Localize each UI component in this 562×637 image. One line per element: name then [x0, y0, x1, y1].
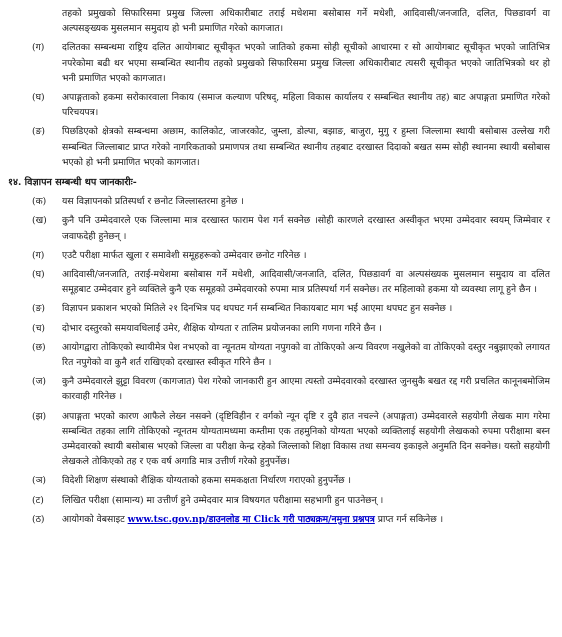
item-marker: (ञ): [32, 475, 46, 487]
item-marker: (ख): [32, 215, 47, 227]
section14-item-cha: [8, 321, 550, 336]
section14-item-chha: [8, 340, 550, 370]
item-text: दोभार दस्तुरको समयावधिलाई उमेर, शैक्षिक योग्यता र तालिम प्रयोजनका लागि गणना गरिने छैन ।: [62, 322, 382, 334]
section13-item-ga: [8, 40, 550, 86]
item-marker: (घ): [32, 92, 45, 104]
item-text: आयोगद्वारा तोकिएको स्थायीमेत्र पेश नभएको वा न्यूनतम योग्यता नपुगको वा तोकिएको अन्य विवरण नखुलेको वा तोकिएको दस्तुर नबुझाएको लगायत रित नपुगेको वा कुनै शर्त राखिएको दरखास्त स्वीकृत गरिने छैन ।: [62, 341, 550, 369]
section14-item-gha: [8, 267, 550, 297]
item-text: दलितका सम्बन्धमा राष्ट्रिय दलित आयोगबाट सूचीकृत भएको जातिको हकमा सोही सूचीको आधारमा र सो आयोगबाट सूचीकृत भएको जातिभित्र नपरेकोमा बढी थर भएमा सम्बन्धित स्थानीय तहको प्रमुखको सिफारिसमा प्रमुख जिल्ला अधिकारीबाट त्यसरी सूचीकृत भएको जातिभित्रको थर हो भनी प्रमाणित भएको कागजात।: [62, 42, 550, 84]
item-marker: (ट): [32, 494, 44, 506]
item-marker: (ङ): [32, 126, 46, 138]
item-marker: (ठ): [32, 513, 45, 525]
section14-item-nga: [8, 301, 550, 316]
section14-item-nya: [8, 473, 550, 488]
item-text-pre: आयोगको वेबसाइट: [62, 513, 128, 525]
item-marker: (झ): [32, 410, 47, 422]
section14-item-ga: [8, 248, 550, 263]
item-text: लिखित परीक्षा (सामान्य) मा उत्तीर्ण हुने उम्मेदवार मात्र विषयगत परीक्षामा सहभागी हुन पाउनेछन् ।: [62, 494, 384, 506]
section14-heading: १४. विज्ञापन सम्बन्धी थप जानकारीः-: [8, 177, 137, 189]
item-text: विदेशी शिक्षण संस्थाको शैक्षिक योग्यताको हकमा समकक्षता निर्धारण गराएको हुनुपर्नेछ ।: [62, 475, 352, 487]
section14-item-ka: [8, 194, 550, 209]
section13-item-gha: [8, 90, 550, 120]
item-text: पिछडिएको क्षेत्रको सम्बन्धमा अछाम, कालिकोट, जाजरकोट, जुम्ला, डोल्पा, बझाङ, बाजुरा, मुगु र हुम्ला जिल्लामा स्थायी बसोबास उल्लेख गरी सम्बन्धित जिल्लाबाट प्राप्त गरेको नागरिकताको प्रमाणपत्र तथा सम्बन्धित स्थानीय तहबाट दरखास्त दिदाको बखत सम्म सोही स्थानमा स्थायी बसोबास भएको हो भनी प्रमाणित भएको कागजात।: [62, 126, 550, 168]
item-marker: (छ): [32, 341, 46, 353]
section14-item-tha: [8, 512, 550, 527]
item-text: अपाङ्गता भएको कारण आफैले लेख्न नसक्ने (दृष्टिविहीन र वर्गको न्यून दृष्टि र दुवै हात नचल्ने (अपाङ्गता) उम्मेदवारले सहयोगी लेखक माग गरेमा सम्बन्धित तहका लागि तोकिएको न्यूनतम योग्यतामध्यमा कम्तीमा एक तहमुनिको योग्यता भएको व्यक्तिलाई सहयोगी लेखकको रुपमा परीक्षामा बस्न उम्मेदवारको स्थायी बसोबास भएको जिल्ला वा परीक्षा केन्द्र रहेको जिल्लाको शिक्षा विकास तथा समन्वय इकाइले अनुमति दिन सक्नेछ। यस्तो सहयोगी लेखकले तोकिएको तह र एक वर्ष अगाडि मात्र उत्तीर्ण गरेको हुनुपर्नेछ।: [62, 410, 550, 468]
item-marker: (क): [32, 196, 47, 208]
item-marker: (ङ): [32, 303, 46, 315]
item-text: विज्ञापन प्रकाशन भएको मितिले २१ दिनभित्र पद थपघट गर्न सम्बन्धित निकायबाट माग भई आएमा थपघट हुन सक्नेछ ।: [62, 303, 453, 315]
item-marker: (ग): [32, 249, 45, 261]
continuation-text: तहको प्रमुखको सिफारिसमा प्रमुख जिल्ला अधिकारीबाट तराई मधेशमा बसोबास गर्ने मधेशी, आदिवासी/जनजाति, दलित, पिछडावर्ग वा अल्पसङ्ख्यक मुसलमान समुदाय हो भनी प्रमाणित गरेको कागजात।: [62, 8, 550, 35]
item-text: कुनै पनि उम्मेदवारले एक जिल्लामा मात्र दरखास्त फाराम पेश गर्न सक्नेछ ।सोही कारणले दरखास्त अस्वीकृत भएमा उम्मेदवार स्वयम् जिम्मेवार र जवाफदेही हुनेछन् ।: [62, 215, 550, 242]
section14-item-ja: [8, 374, 550, 404]
item-text-post: प्राप्त गर्न सकिनेछ ।: [374, 513, 444, 525]
section14-item-jha: [8, 409, 550, 470]
item-text: एउटै परीक्षा मार्फत खुला र समावेशी समूहहरूको उम्मेदवार छनोट गरिनेछ ।: [62, 249, 307, 261]
item-text: कुनै उम्मेदवारले झुट्टा विवरण (कागजात) पेश गरेको जानकारी हुन आएमा त्यस्तो उम्मेदवारको दरखास्त जुनसुकै बखत रद्द गरी प्रचलित कानूनबमोजिम कारवाही गरिनेछ ।: [62, 376, 550, 403]
section14-item-ta: [8, 493, 550, 508]
item-text: अपाङ्गताको हकमा सरोकारवाला निकाय (समाज कल्याण परिषद्, महिला विकास कार्यालय र सम्बन्धित स्थानीय तह) बाट अपाङ्गता प्रमाणित गरेको परिचयपत्र।: [62, 92, 550, 119]
item-text: यस विज्ञापनको प्रतिस्पर्धा र छनोट जिल्लास्तरमा हुनेछ ।: [62, 196, 244, 208]
continuation-paragraph: [8, 6, 550, 36]
item-marker: (च): [32, 322, 46, 334]
item-marker: (ग): [32, 42, 45, 54]
item-marker: (घ): [32, 269, 45, 281]
item-text: आदिवासी/जनजाति, तराई-मधेशमा बसोबास गर्ने मधेशी, आदिवासी/जनजाति, दलित, पिछडावर्ग वा अल्पसंख्यक मुसलमान समुदाय वा दलित समूहबाट उम्मेदवार हुने व्यक्तिले कुनै एक समूहको उम्मेदवारको रुपमा मात्र प्रतिस्पर्धा गर्न सक्नेछ। तर महिलाको हकमा यो व्यवस्था लागू हुने छैन ।: [62, 269, 550, 296]
section13-item-nga: [8, 124, 550, 170]
item-marker: (ज): [32, 376, 46, 388]
website-link[interactable]: www.tsc.gov.np/डाउनलोड मा Click गरी पाठ्यक्रम/नमुना प्रश्नपत्र: [127, 513, 375, 525]
section14-item-kha: [8, 213, 550, 243]
